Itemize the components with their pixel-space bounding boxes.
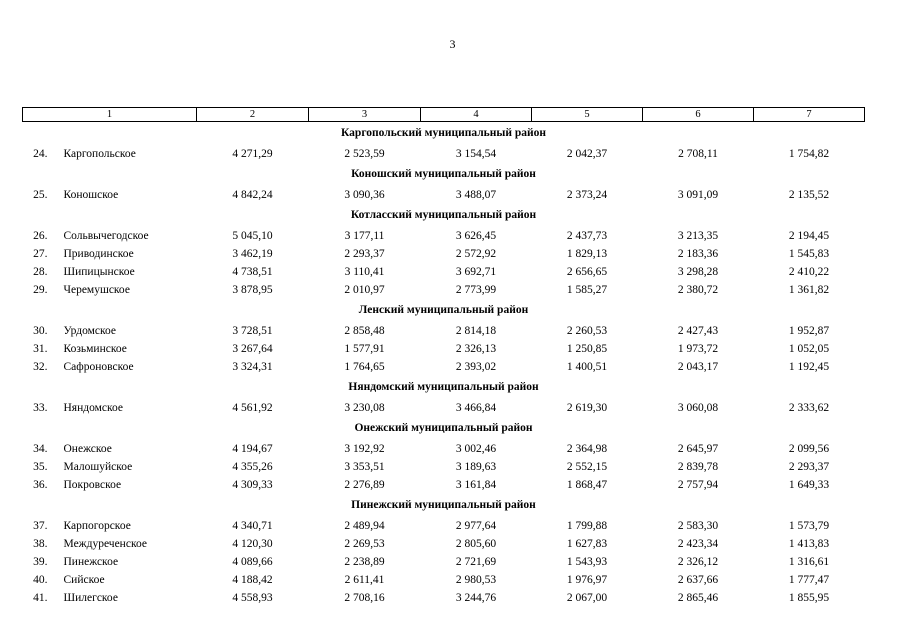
value-cell-col-3: 2 858,48 <box>344 325 385 337</box>
section-heading-row <box>23 299 865 322</box>
row-number: 34. <box>33 443 48 455</box>
value-cell-col-4: 2 393,02 <box>455 361 497 373</box>
value-cell-col-3: 3 230,08 <box>344 402 385 414</box>
settlement-name: Коношское <box>63 189 119 201</box>
settlement-name: Сольвычегодское <box>63 230 149 242</box>
settlement-name: Онежское <box>63 443 112 455</box>
value-cell-col-3: 3 110,41 <box>344 266 385 278</box>
value-cell-col-6: 2 326,12 <box>677 556 719 568</box>
value-cell-col-6: 2 583,30 <box>677 520 719 532</box>
value-cell-col-5: 2 437,73 <box>566 230 608 242</box>
value-cell-col-7: 1 052,05 <box>788 343 830 355</box>
value-cell-col-5: 1 829,13 <box>566 248 608 260</box>
value-cell-col-5: 1 976,97 <box>566 574 608 586</box>
value-cell-col-3: 1 577,91 <box>344 343 385 355</box>
value-cell-col-4: 2 805,60 <box>455 538 497 550</box>
value-cell-col-2: 4 340,71 <box>232 520 273 532</box>
value-cell-col-3: 1 764,65 <box>344 361 385 373</box>
value-cell-col-2: 4 558,93 <box>232 592 273 604</box>
value-cell-col-4: 2 721,69 <box>455 556 497 568</box>
value-cell-col-7: 2 333,62 <box>788 402 830 414</box>
table-row <box>23 458 865 476</box>
value-cell-col-2: 4 120,30 <box>232 538 273 550</box>
value-cell-col-2: 3 878,95 <box>232 284 273 296</box>
value-cell-col-3: 2 489,94 <box>344 520 385 532</box>
value-cell-col-2: 4 271,29 <box>232 148 273 160</box>
value-cell-col-6: 2 423,34 <box>677 538 719 550</box>
table-row <box>23 340 865 358</box>
section-heading-row <box>23 376 865 399</box>
row-number: 32. <box>33 361 48 373</box>
page-number: 3 <box>449 37 456 51</box>
value-cell-col-2: 3 324,31 <box>232 361 273 373</box>
value-cell-col-3: 3 353,51 <box>344 461 385 473</box>
row-number: 31. <box>33 343 48 355</box>
value-cell-col-4: 3 488,07 <box>455 189 497 201</box>
settlement-name: Няндомское <box>63 402 124 414</box>
row-number: 36. <box>33 479 48 491</box>
row-number: 25. <box>33 189 48 201</box>
settlement-name: Малошуйское <box>63 461 133 473</box>
value-cell-col-4: 3 154,54 <box>455 148 497 160</box>
table-row <box>23 358 865 376</box>
section-title: Онежский муниципальный район <box>354 422 533 434</box>
section-title: Ленский муниципальный район <box>358 304 529 316</box>
value-cell-col-5: 2 364,98 <box>566 443 608 455</box>
value-cell-col-6: 2 427,43 <box>677 325 719 337</box>
value-cell-col-4: 3 626,45 <box>455 230 497 242</box>
value-cell-col-2: 4 188,42 <box>232 574 273 586</box>
value-cell-col-4: 3 244,76 <box>455 592 497 604</box>
value-cell-col-2: 4 561,92 <box>232 402 273 414</box>
value-cell-col-4: 2 977,64 <box>455 520 497 532</box>
value-cell-col-6: 2 637,66 <box>677 574 719 586</box>
value-cell-col-2: 5 045,10 <box>232 230 273 242</box>
value-cell-col-5: 2 067,00 <box>566 592 608 604</box>
table-row <box>23 440 865 458</box>
value-cell-col-3: 3 090,36 <box>344 189 385 201</box>
value-cell-col-4: 3 189,63 <box>455 461 497 473</box>
row-number: 38. <box>33 538 48 550</box>
column-header-6: 6 <box>643 108 754 122</box>
section-title: Каргопольский муниципальный район <box>341 127 546 139</box>
settlement-name: Шилегское <box>63 592 118 604</box>
section-heading-row <box>23 204 865 227</box>
table-row <box>23 535 865 553</box>
section-title: Пинежский муниципальный район <box>351 499 536 511</box>
value-cell-col-4: 2 572,92 <box>455 248 497 260</box>
row-number: 40. <box>33 574 48 586</box>
row-number: 41. <box>33 592 48 604</box>
settlement-name: Карпогорское <box>63 520 131 532</box>
value-cell-col-4: 3 002,46 <box>455 443 497 455</box>
settlement-name: Урдомское <box>63 325 116 337</box>
value-cell-col-6: 3 091,09 <box>677 189 719 201</box>
settlement-name: Каргопольское <box>63 148 136 160</box>
column-header-5: 5 <box>532 108 643 122</box>
value-cell-col-5: 1 400,51 <box>566 361 608 373</box>
table-row <box>23 589 865 607</box>
value-cell-col-7: 1 952,87 <box>788 325 830 337</box>
header-row <box>23 108 865 122</box>
value-cell-col-5: 1 543,93 <box>566 556 608 568</box>
value-cell-col-4: 3 466,84 <box>455 402 497 414</box>
settlement-name: Козьминское <box>63 343 127 355</box>
value-cell-col-5: 2 552,15 <box>566 461 608 473</box>
value-cell-col-5: 2 373,24 <box>566 189 608 201</box>
table-body <box>23 108 865 608</box>
table-row <box>23 517 865 535</box>
value-cell-col-7: 2 194,45 <box>788 230 830 242</box>
value-cell-col-6: 2 757,94 <box>677 479 719 491</box>
table-row <box>23 476 865 494</box>
table-row <box>23 263 865 281</box>
value-cell-col-7: 1 545,83 <box>788 248 830 260</box>
value-cell-col-2: 4 842,24 <box>232 189 273 201</box>
section-title: Няндомский муниципальный район <box>348 381 539 393</box>
value-cell-col-5: 2 042,37 <box>566 148 608 160</box>
settlement-name: Приводинское <box>63 248 134 260</box>
value-cell-col-3: 2 269,53 <box>344 538 385 550</box>
value-cell-col-3: 2 293,37 <box>344 248 385 260</box>
value-cell-col-6: 2 645,97 <box>677 443 719 455</box>
column-header-3: 3 <box>309 108 421 122</box>
value-cell-col-6: 1 973,72 <box>677 343 719 355</box>
value-cell-col-7: 1 316,61 <box>788 556 830 568</box>
value-cell-col-5: 1 868,47 <box>566 479 608 491</box>
value-cell-col-3: 3 192,92 <box>344 443 385 455</box>
value-cell-col-5: 1 250,85 <box>566 343 608 355</box>
value-cell-col-2: 4 089,66 <box>232 556 273 568</box>
value-cell-col-7: 1 855,95 <box>788 592 830 604</box>
value-cell-col-5: 2 260,53 <box>566 325 608 337</box>
row-number: 29. <box>33 284 48 296</box>
table-row <box>23 399 865 417</box>
section-heading-row <box>23 163 865 186</box>
table-row <box>23 186 865 204</box>
value-cell-col-6: 2 865,46 <box>677 592 719 604</box>
row-number: 39. <box>33 556 48 568</box>
value-cell-col-3: 2 010,97 <box>344 284 385 296</box>
row-number: 35. <box>33 461 48 473</box>
settlement-name: Черемушское <box>63 284 130 296</box>
row-number: 28. <box>33 266 48 278</box>
table-row <box>23 227 865 245</box>
value-cell-col-7: 2 410,22 <box>788 266 830 278</box>
value-cell-col-2: 4 309,33 <box>232 479 273 491</box>
row-number: 37. <box>33 520 48 532</box>
row-number: 27. <box>33 248 48 260</box>
section-heading-row <box>23 122 865 146</box>
value-cell-col-5: 2 656,65 <box>566 266 608 278</box>
value-cell-col-2: 3 462,19 <box>232 248 273 260</box>
table-row <box>23 145 865 163</box>
settlement-name: Сафроновское <box>63 361 134 373</box>
value-cell-col-4: 2 773,99 <box>455 284 497 296</box>
value-cell-col-2: 3 728,51 <box>232 325 273 337</box>
section-heading-row <box>23 494 865 517</box>
column-header-2: 2 <box>197 108 309 122</box>
value-cell-col-7: 1 573,79 <box>788 520 830 532</box>
value-cell-col-2: 4 738,51 <box>232 266 273 278</box>
value-cell-col-3: 2 523,59 <box>344 148 385 160</box>
tariff-table <box>22 107 865 607</box>
value-cell-col-7: 2 135,52 <box>788 189 830 201</box>
value-cell-col-4: 3 692,71 <box>455 266 497 278</box>
row-number: 24. <box>33 148 48 160</box>
value-cell-col-6: 2 839,78 <box>677 461 719 473</box>
value-cell-col-6: 3 060,08 <box>677 402 719 414</box>
column-header-7: 7 <box>754 108 865 122</box>
value-cell-col-6: 2 708,11 <box>678 148 718 160</box>
value-cell-col-6: 3 298,28 <box>677 266 719 278</box>
value-cell-col-6: 3 213,35 <box>677 230 719 242</box>
section-title: Котласский муниципальный район <box>350 209 537 221</box>
settlement-name: Сийское <box>63 574 105 586</box>
row-number: 26. <box>33 230 48 242</box>
table-row <box>23 281 865 299</box>
table-row <box>23 553 865 571</box>
value-cell-col-7: 1 777,47 <box>788 574 830 586</box>
value-cell-col-4: 2 814,18 <box>455 325 497 337</box>
value-cell-col-3: 2 708,16 <box>344 592 385 604</box>
value-cell-col-7: 1 361,82 <box>788 284 830 296</box>
table-row <box>23 245 865 263</box>
settlement-name: Междуреченское <box>63 538 147 550</box>
value-cell-col-7: 2 099,56 <box>788 443 830 455</box>
table-row <box>23 571 865 589</box>
settlement-name: Пинежское <box>63 556 119 568</box>
section-heading-row <box>23 417 865 440</box>
value-cell-col-7: 2 293,37 <box>788 461 830 473</box>
value-cell-col-7: 1 754,82 <box>788 148 830 160</box>
value-cell-col-2: 3 267,64 <box>232 343 273 355</box>
value-cell-col-2: 4 194,67 <box>232 443 273 455</box>
value-cell-col-5: 2 619,30 <box>566 402 608 414</box>
column-header-4: 4 <box>421 108 532 122</box>
value-cell-col-3: 2 611,41 <box>344 574 385 586</box>
value-cell-col-5: 1 627,83 <box>566 538 608 550</box>
row-number: 33. <box>33 402 48 414</box>
value-cell-col-4: 2 980,53 <box>455 574 497 586</box>
value-cell-col-7: 1 192,45 <box>788 361 830 373</box>
value-cell-col-5: 1 799,88 <box>566 520 608 532</box>
settlement-name: Шипицынское <box>63 266 135 278</box>
value-cell-col-5: 1 585,27 <box>566 284 608 296</box>
value-cell-col-3: 2 276,89 <box>344 479 385 491</box>
settlement-name: Покровское <box>63 479 122 491</box>
column-header-1: 1 <box>23 108 197 122</box>
table-row <box>23 322 865 340</box>
value-cell-col-3: 3 177,11 <box>344 230 385 242</box>
value-cell-col-6: 2 380,72 <box>677 284 719 296</box>
value-cell-col-7: 1 413,83 <box>788 538 830 550</box>
value-cell-col-6: 2 183,36 <box>677 248 719 260</box>
value-cell-col-3: 2 238,89 <box>344 556 385 568</box>
value-cell-col-2: 4 355,26 <box>232 461 273 473</box>
value-cell-col-6: 2 043,17 <box>677 361 719 373</box>
value-cell-col-7: 1 649,33 <box>788 479 830 491</box>
value-cell-col-4: 2 326,13 <box>455 343 497 355</box>
row-number: 30. <box>33 325 48 337</box>
value-cell-col-4: 3 161,84 <box>455 479 497 491</box>
section-title: Коношский муниципальный район <box>351 168 536 180</box>
